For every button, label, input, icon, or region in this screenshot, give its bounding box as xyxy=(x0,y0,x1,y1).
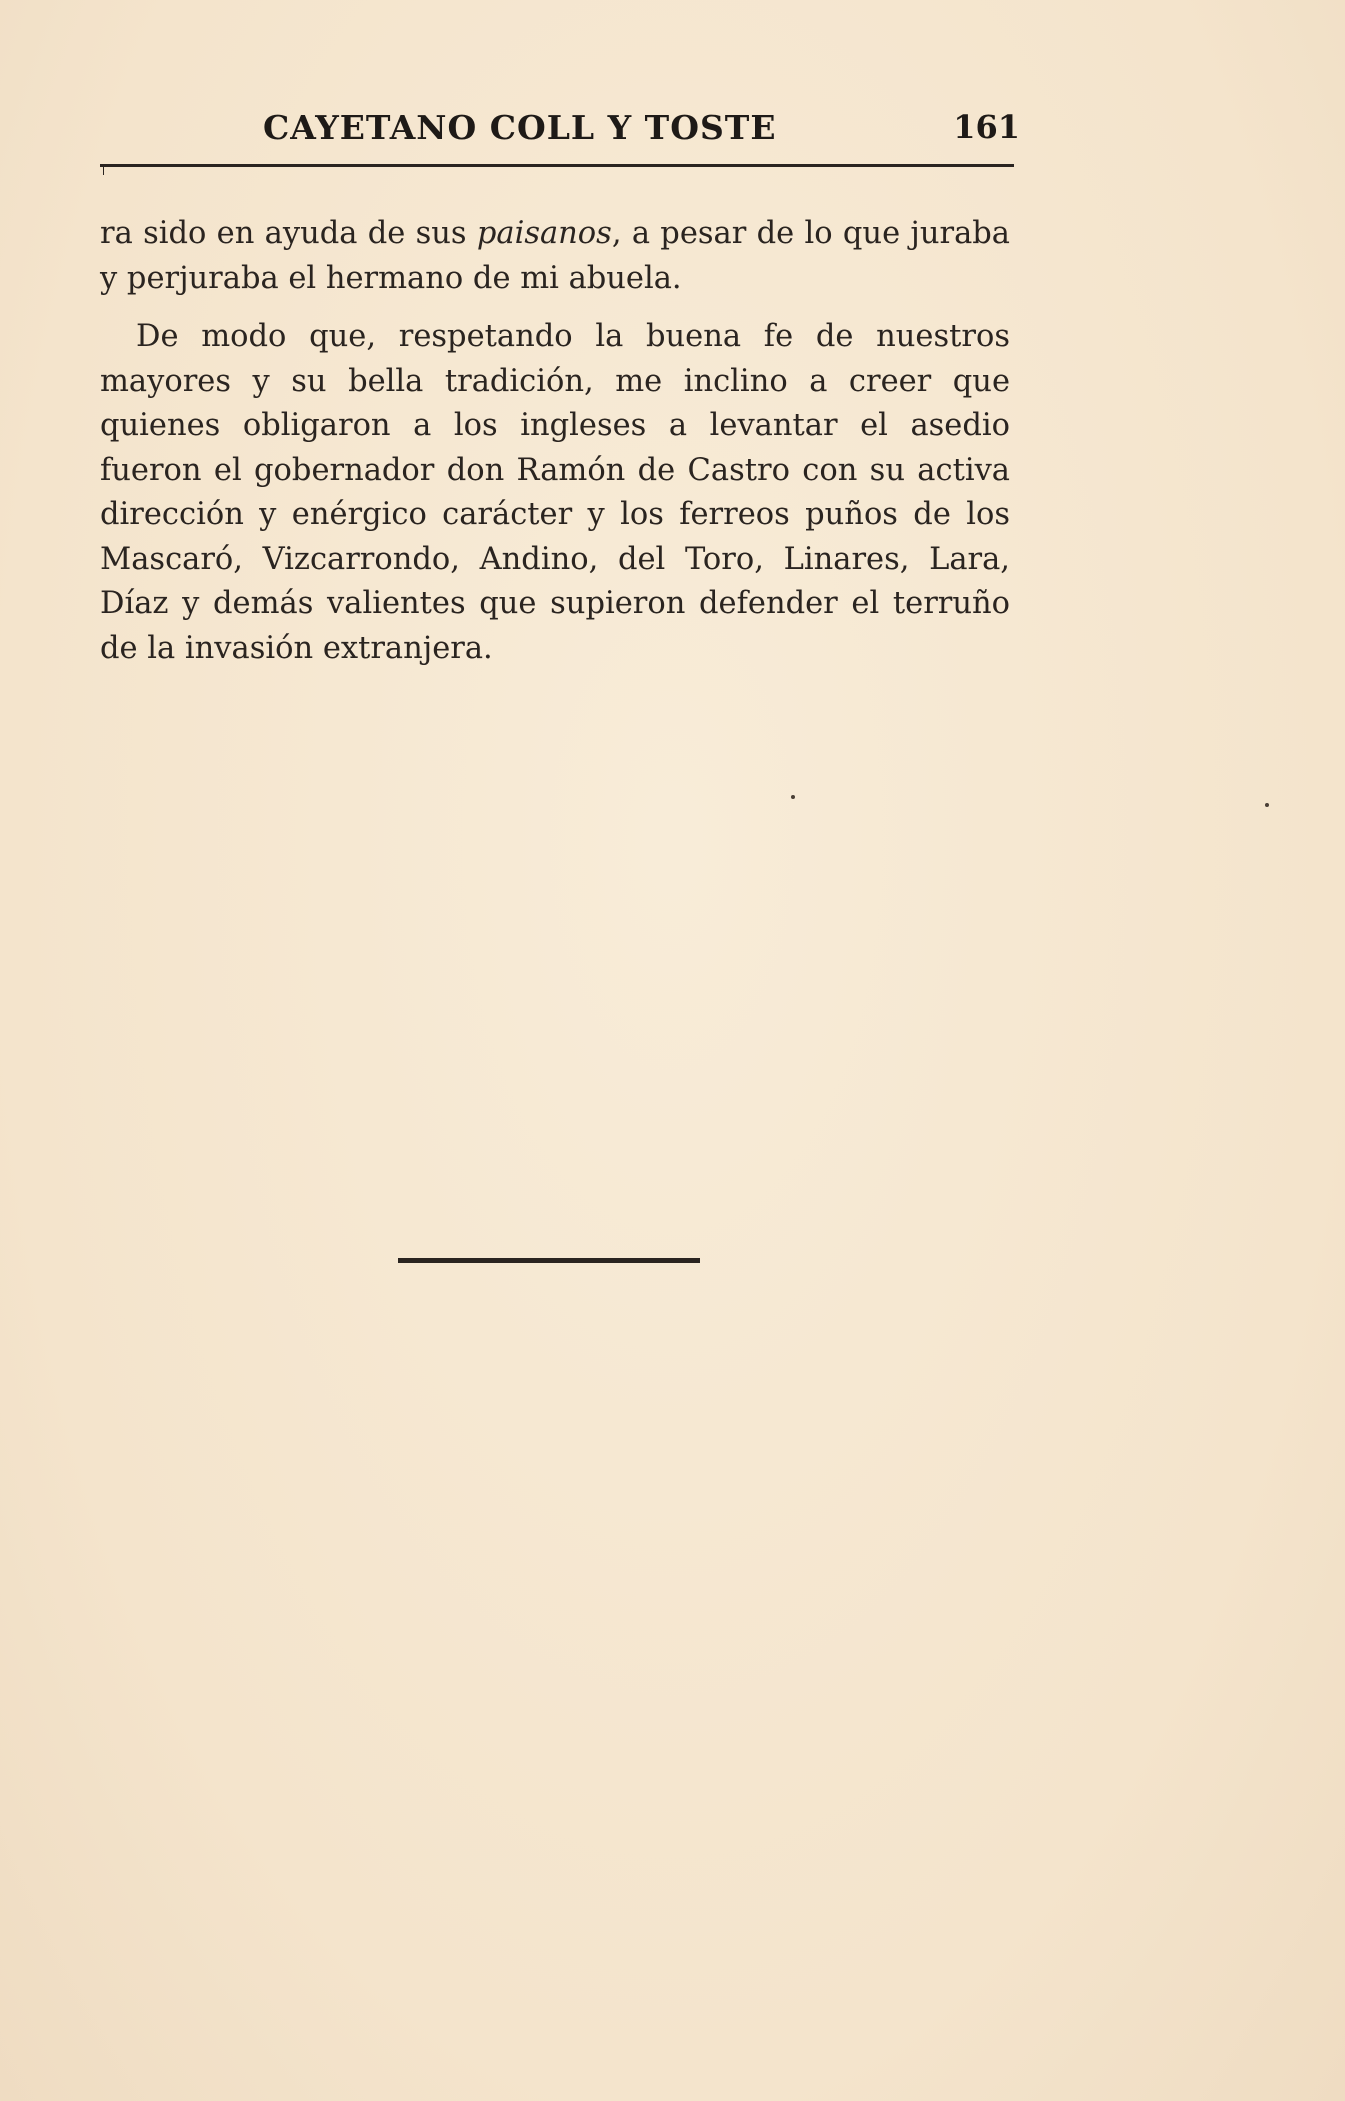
paragraph-2: De modo que, respetando la buena fe de nuestros mayores y su bella tradición, me inclino a creer que quienes obligaron a los ingleses a levantar el asedio fueron el gobernador don Ramón de Castro con su activa dirección y enérgico carácter y los ferreos puños de los Mascaró, Vizcarrondo, Andino, del Toro, Linares, Lara, Díaz y demás valientes que supieron defender el terruño de la invasión extranjera. xyxy=(100,319,1010,666)
body-text xyxy=(100,212,1010,671)
header-rule xyxy=(100,164,1014,167)
paragraph-1 xyxy=(100,212,1010,301)
page-number: 161 xyxy=(953,108,1020,146)
running-head xyxy=(100,108,1020,158)
section-end-rule xyxy=(398,1258,700,1263)
paragraph-1-end: , a pesar de lo que juraba y perjuraba el hermano de mi abuela. xyxy=(100,216,1010,296)
paragraph-1-start: ra sido en ayuda de sus xyxy=(100,216,477,251)
paper-speck xyxy=(791,795,795,799)
print-mark xyxy=(103,166,104,175)
running-head-title: CAYETANO COLL Y TOSTE xyxy=(263,108,777,147)
paper-speck xyxy=(1265,803,1269,807)
italic-word: paisanos xyxy=(476,216,612,251)
